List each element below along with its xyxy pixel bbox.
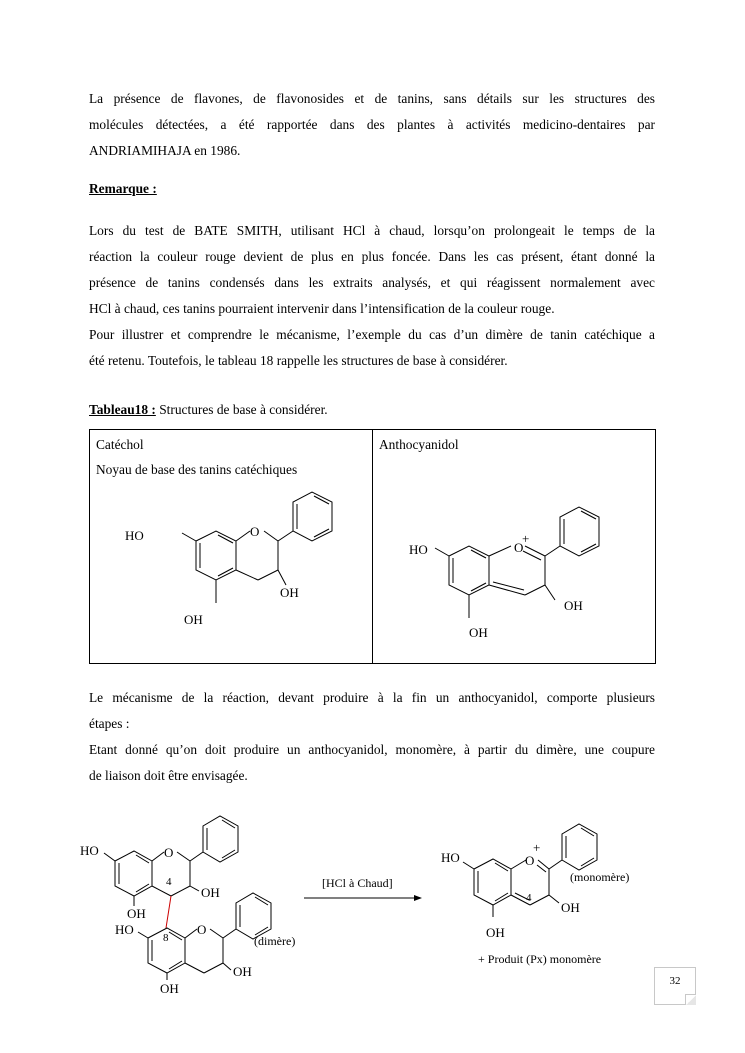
- text-line: La présence de flavones, de flavonosides et de tanins, sans détails sur les structures des: [89, 91, 655, 106]
- anthocyanidol-title: Anthocyanidol: [379, 437, 459, 452]
- table-caption-label: Tableau18 :: [89, 402, 156, 417]
- paragraph-flavones: [89, 86, 655, 164]
- label-ho: HO: [80, 843, 99, 858]
- label-o: O: [514, 540, 524, 555]
- text-line: HCl à chaud, ces tanins pourraient intervenir dans l’intensification de la couleur rouge.: [89, 301, 555, 316]
- label-oh: OH: [561, 900, 580, 915]
- label-oh: OH: [469, 625, 488, 640]
- label-locant-8: 8: [163, 932, 169, 944]
- page-fold: [685, 994, 696, 1005]
- label-oh: OH: [201, 885, 220, 900]
- byproduct-label: + Produit (Px) monomère: [478, 952, 602, 966]
- label-o: O: [164, 845, 174, 860]
- label-o: O: [250, 524, 260, 539]
- text-line: présence de tanins condensés dans les extraits analysés, et qui réagissent normalement avec: [89, 275, 655, 290]
- page-number-box: [654, 967, 696, 1005]
- text-line: Lors du test de BATE SMITH, utilisant HCl à chaud, lorsqu’on prolongeait le temps de la: [89, 223, 655, 238]
- structures-table: [89, 429, 656, 664]
- text-line: Pour illustrer et comprendre le mécanisme, l’exemple du cas d’un dimère de tanin catéchique a: [89, 327, 655, 342]
- label-o-plus: +: [522, 531, 530, 546]
- paragraph-mecanisme-intro: [89, 322, 655, 374]
- reagent-label: [HCl à Chaud]: [322, 876, 393, 890]
- catechol-subtitle: Noyau de base des tanins catéchiques: [96, 462, 298, 477]
- label-ho: HO: [125, 528, 144, 543]
- label-oh: OH: [127, 906, 146, 921]
- page-number: 32: [669, 975, 681, 987]
- reaction-scheme: [0, 800, 745, 1010]
- text-line: étapes :: [89, 716, 130, 731]
- label-ho: HO: [115, 922, 134, 937]
- anthocyanidol-structure: [373, 430, 656, 663]
- text-line: Etant donné qu’on doit produire un anthocyanidol, monomère, à partir du dimère, une coupure: [89, 742, 655, 757]
- paragraph-bate-smith: [89, 218, 655, 322]
- remarque-heading: Remarque :: [89, 181, 157, 196]
- text-line: Le mécanisme de la réaction, devant produire à la fin un anthocyanidol, comporte plusieurs: [89, 690, 655, 705]
- text-line: ANDRIAMIHAJA en 1986.: [89, 143, 241, 158]
- label-o: O: [197, 922, 207, 937]
- text-line: molécules détectées, a été rapportée dans des plantes à activités medicino-dentaires par: [89, 117, 655, 132]
- reaction-arrow-head: [414, 895, 422, 901]
- label-ho: HO: [441, 850, 460, 865]
- label-locant-4: 4: [526, 892, 532, 904]
- interflavan-bond: [166, 896, 171, 928]
- catechol-structure: [90, 430, 373, 663]
- label-oh: OH: [160, 981, 179, 996]
- label-oh: OH: [184, 612, 203, 627]
- dimer-label: (dimère): [254, 934, 296, 948]
- label-oh: OH: [564, 598, 583, 613]
- label-locant-4: 4: [166, 876, 172, 888]
- label-oh: OH: [486, 925, 505, 940]
- cell-catechol: [90, 430, 373, 664]
- paragraph-etapes: [89, 685, 655, 737]
- label-o: O: [525, 853, 535, 868]
- text-line: été retenu. Toutefois, le tableau 18 rappelle les structures de base à considérer.: [89, 353, 508, 368]
- label-oh: OH: [233, 964, 252, 979]
- table-caption: [89, 402, 328, 418]
- label-oh: OH: [280, 585, 299, 600]
- table-caption-text: Structures de base à considérer.: [155, 402, 328, 417]
- label-o-plus: +: [533, 840, 541, 855]
- monomer-label: (monomère): [570, 870, 630, 884]
- text-line: réaction la couleur rouge devient de plus en plus foncée. Dans les cas présent, étant donné la: [89, 249, 655, 264]
- text-line: de liaison doit être envisagée.: [89, 768, 248, 783]
- paragraph-coupure: [89, 737, 655, 789]
- label-ho: HO: [409, 542, 428, 557]
- catechol-title: Catéchol: [96, 437, 144, 452]
- cell-anthocyanidol: [373, 430, 656, 664]
